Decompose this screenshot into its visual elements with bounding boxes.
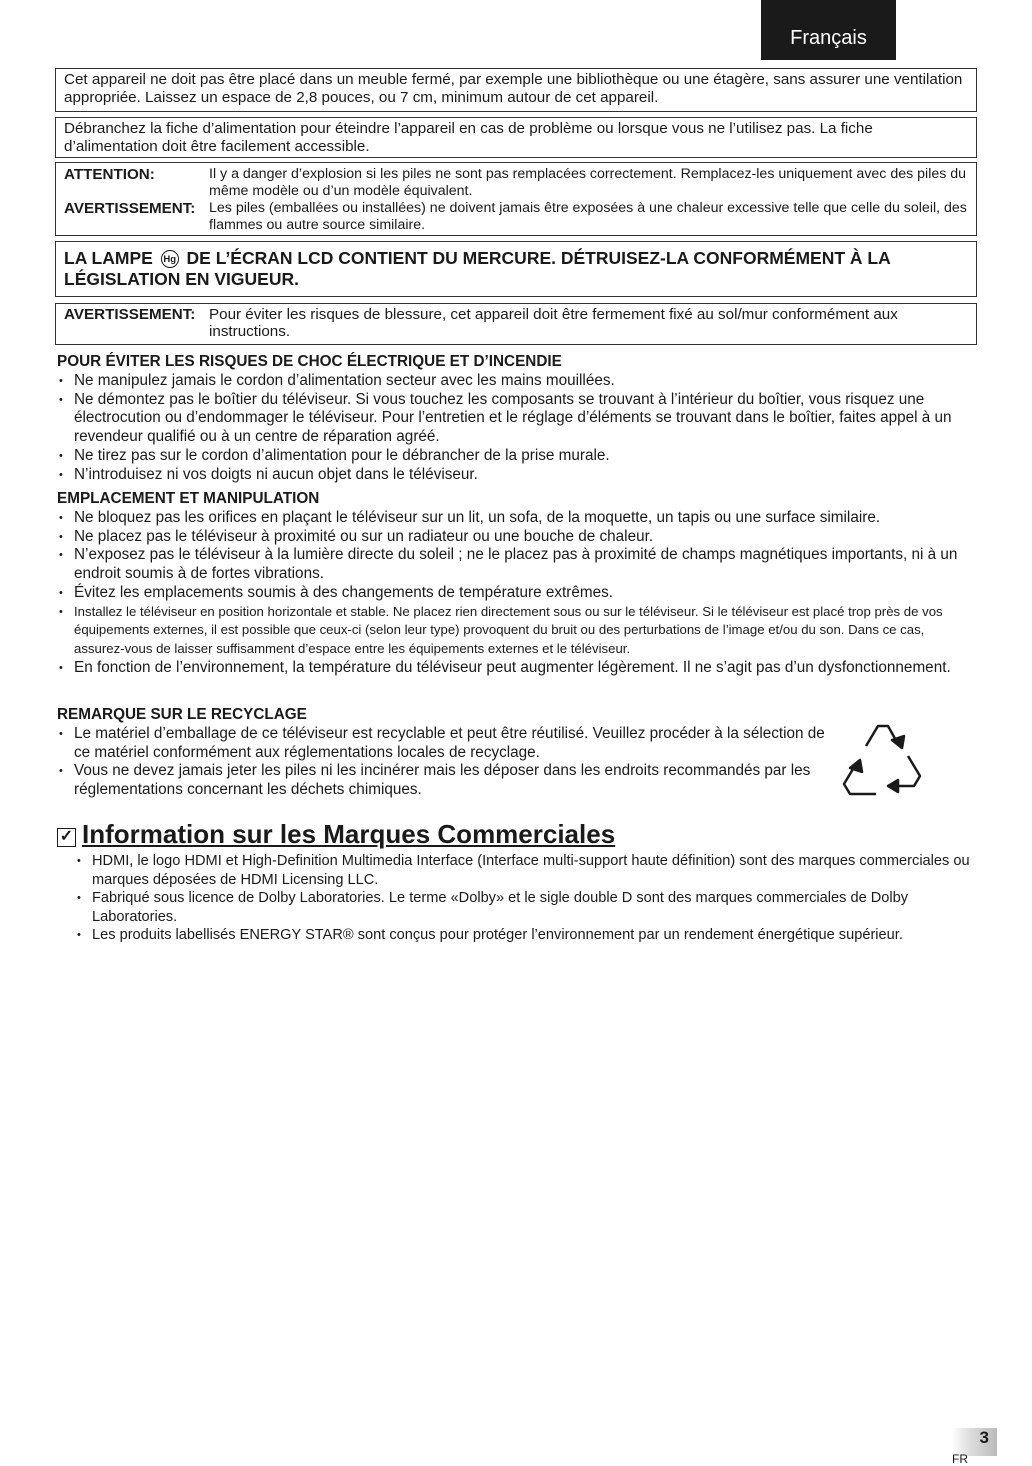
- mercury-warning-part1: LA LAMPE: [64, 248, 153, 268]
- recycle-icon: [836, 718, 926, 802]
- trademarks-title-text: Information sur les Marques Commerciales: [82, 819, 616, 849]
- trademarks-title: [57, 819, 615, 853]
- ventilation-note-text: Cet appareil ne doit pas être placé dans un meuble fermé, par exemple une bibliothèque ou une étagère, sans assurer une ventilation appropriée. Laissez un espace de 2,8 pouces, ou 7 cm, minimum autour de cet appareil.: [64, 71, 963, 106]
- list-item: • N’introduisez ni vos doigts ni aucun objet dans le téléviseur.: [57, 466, 972, 485]
- battery-warnings: [55, 162, 977, 236]
- language-tab: Français: [761, 0, 896, 60]
- page-number: 3: [952, 1428, 997, 1456]
- list-item: • Vous ne devez jamais jeter les piles ni les incinérer mais les déposer dans les endroits recommandés par les réglementations concernant les déchets chimiques.: [57, 762, 837, 799]
- trademarks-list: [75, 852, 970, 945]
- electric-list: [57, 372, 972, 484]
- list-item: • Fabriqué sous licence de Dolby Laboratories. Le terme «Dolby» et le sigle double D sont des marques commerciales de Dolby Laboratories.: [75, 889, 970, 926]
- mount-warning-text: Pour éviter les risques de blessure, cet appareil doit être fermement fixé au sol/mur conformément aux instructions.: [209, 306, 898, 340]
- trademarks-section: [75, 852, 970, 945]
- electric-section-heading: POUR ÉVITER LES RISQUES DE CHOC ÉLECTRIQUE ET D’INCENDIE: [57, 353, 562, 370]
- recycling-section-heading: REMARQUE SUR LE RECYCLAGE: [57, 706, 307, 723]
- list-item: • N’exposez pas le téléviseur à la lumière directe du soleil ; ne le placez pas à proximité de champs magnétiques importants, ni à un endroit soumis à de fortes vibrations.: [57, 546, 972, 583]
- mercury-warning-part2: DE L’ÉCRAN LCD CONTIENT DU MERCURE. DÉTRUISEZ-LA CONFORMÉMENT À LA LÉGISLATION EN VIGUEUR.: [64, 248, 891, 289]
- page-language-code: FR: [952, 1452, 968, 1466]
- placement-section: [57, 489, 972, 677]
- list-item: • Les produits labellisés ENERGY STAR® sont conçus pour protéger l’environnement par un rendement énergétique supérieur.: [75, 926, 970, 945]
- recycling-list: [57, 725, 837, 800]
- electric-section: [57, 352, 972, 484]
- mercury-warning: [55, 241, 977, 297]
- ventilation-note: [55, 68, 977, 112]
- list-item: • Installez le téléviseur en position horizontale et stable. Ne placez rien directement sous ou sur le téléviseur. Si le téléviseur est placé trop près de vos équipements externes, il est possible que ceux-ci (selon leur type) provoquent du bruit ou des perturbations de l’image et/ou du son. Dans ce cas, assurez-vous de laisser suffisamment d’espace entre les équipements externes et le téléviseur.: [57, 603, 972, 659]
- mount-warning: [55, 303, 977, 345]
- list-item: • HDMI, le logo HDMI et High-Definition Multimedia Interface (Interface multi-support haute définition) sont des marques commerciales ou marques déposées de HDMI Licensing LLC.: [75, 852, 970, 889]
- attention-text: Il y a danger d’explosion si les piles ne sont pas remplacées correctement. Remplacez-les uniquement avec des piles du même modèle ou d’un modèle équivalent.: [209, 166, 967, 199]
- mount-warning-label: AVERTISSEMENT:: [64, 306, 196, 323]
- list-item: • Le matériel d’emballage de ce téléviseur est recyclable et peut être réutilisé. Veuillez procéder à la sélection de ce matériel conformément aux réglementations locales de recyclage.: [57, 725, 837, 762]
- list-item: • Évitez les emplacements soumis à des changements de température extrêmes.: [57, 584, 972, 603]
- plug-note: [55, 117, 977, 158]
- hg-mercury-icon: Hg: [161, 250, 179, 268]
- avertissement-text: Les piles (emballées ou installées) ne doivent jamais être exposées à une chaleur excessive telle que celle du soleil, des flammes ou autre source similaire.: [209, 200, 967, 233]
- list-item: • Ne placez pas le téléviseur à proximité ou sur un radiateur ou une bouche de chaleur.: [57, 528, 972, 547]
- list-item: • En fonction de l’environnement, la température du téléviseur peut augmenter légèrement. Il ne s’agit pas d’un dysfonctionnement.: [57, 659, 972, 678]
- avertissement-label: AVERTISSEMENT:: [64, 200, 196, 217]
- list-item: • Ne manipulez jamais le cordon d’alimentation secteur avec les mains mouillées.: [57, 372, 972, 391]
- placement-list: [57, 509, 972, 677]
- list-item: • Ne démontez pas le boîtier du téléviseur. Si vous touchez les composants se trouvant à l’intérieur du boîtier, vous risquez une électrocution ou d’endommager le téléviseur. Pour l’entretien et le réglage d’éléments se trouvant dans le boîtier, faites appel à un revendeur qualifié ou à un centre de réparation agréé.: [57, 391, 972, 447]
- checkbox-icon: ✓: [57, 828, 76, 847]
- recycling-section: [57, 705, 837, 800]
- placement-section-heading: EMPLACEMENT ET MANIPULATION: [57, 490, 320, 507]
- list-item: • Ne bloquez pas les orifices en plaçant le téléviseur sur un lit, un sofa, de la moquette, un tapis ou une surface similaire.: [57, 509, 972, 528]
- plug-note-text: Débranchez la fiche d’alimentation pour éteindre l’appareil en cas de problème ou lorsque vous ne l’utilisez pas. La fiche d’alimentation doit être facilement accessible.: [64, 120, 873, 155]
- list-item: • Ne tirez pas sur le cordon d’alimentation pour le débrancher de la prise murale.: [57, 447, 972, 466]
- attention-label: ATTENTION:: [64, 166, 155, 183]
